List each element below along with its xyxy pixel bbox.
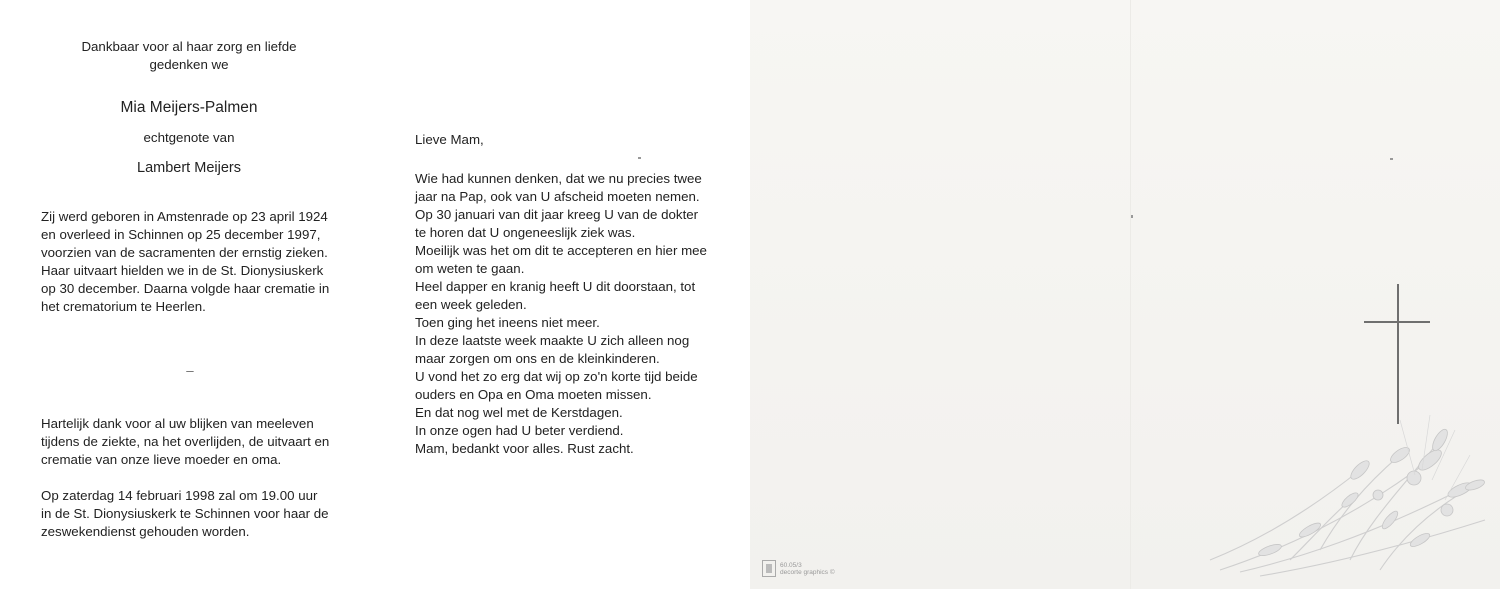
print-speck <box>638 157 641 159</box>
letter-line: maar zorgen om ons en de kleinkinderen. <box>415 351 660 366</box>
flower-illustration-icon <box>1200 400 1490 580</box>
biography-line: Haar uitvaart hielden we in de St. Dionysiuskerk <box>41 263 324 278</box>
section-separator: – <box>186 363 194 378</box>
letter-line: En dat nog wel met de Kerstdagen. <box>415 405 623 420</box>
letter-line: Mam, bedankt voor alles. Rust zacht. <box>415 441 634 456</box>
letter-line: In deze laatste week maakte U zich alleen nog <box>415 333 690 348</box>
biography-line: Zij werd geboren in Amstenrade op 23 april 1924 <box>41 209 328 224</box>
letter-line: om weten te gaan. <box>415 261 525 276</box>
intro-line-1: Dankbaar voor al haar zorg en liefde <box>81 39 297 54</box>
letter-line: Op 30 januari van dit jaar kreeg U van de dokter <box>415 207 699 222</box>
service-line: Op zaterdag 14 februari 1998 zal om 19.00 uur <box>41 488 318 503</box>
letter-line: Moeilijk was het om dit te accepteren en hier mee <box>415 243 707 258</box>
letter-line: Wie had kunnen denken, dat we nu precies twee <box>415 171 702 186</box>
relation-label: echtgenote van <box>143 130 235 145</box>
printer-mark <box>780 562 835 576</box>
letter-line: Toen ging het ineens niet meer. <box>415 315 600 330</box>
deceased-name: Mia Meijers-Palmen <box>120 99 258 116</box>
letter-line: ouders en Opa en Oma moeten missen. <box>415 387 652 402</box>
printer-code: 60.05/3 <box>780 562 802 569</box>
biography-line: op 30 december. Daarna volgde haar crematie in <box>41 281 330 296</box>
thanks-line: crematie van onze lieve moeder en oma. <box>41 452 282 467</box>
thanks-block <box>41 415 361 469</box>
letter-salutation: Lieve Mam, <box>415 132 484 147</box>
letter-line: U vond het zo erg dat wij op zo'n korte tijd beide <box>415 369 698 384</box>
service-line: zeswekendienst gehouden worden. <box>41 524 250 539</box>
biography-line: voorzien van de sacramenten der ernstig zieken. <box>41 245 328 260</box>
service-block <box>41 487 361 541</box>
cover-fold-line <box>1130 0 1131 589</box>
cross-icon-bar <box>1364 321 1430 323</box>
thanks-line: tijdens de ziekte, na het overlijden, de uitvaart en <box>41 434 330 449</box>
service-line: in de St. Dionysiuskerk te Schinnen voor haar de <box>41 506 329 521</box>
letter-line: Heel dapper en kranig heeft U dit doorstaan, tot <box>415 279 696 294</box>
spouse-name: Lambert Meijers <box>137 160 241 176</box>
letter-body <box>415 170 745 458</box>
biography-block <box>41 208 361 316</box>
letter-line: een week geleden. <box>415 297 527 312</box>
letter-line: In onze ogen had U beter verdiend. <box>415 423 624 438</box>
print-speck <box>1131 215 1133 218</box>
biography-line: het crematorium te Heerlen. <box>41 299 206 314</box>
letter-line: te horen dat U ongeneeslijk ziek was. <box>415 225 636 240</box>
intro-line-2: gedenken we <box>149 57 229 72</box>
letter-line: jaar na Pap, ook van U afscheid moeten nemen. <box>415 189 700 204</box>
printer-brand: decorte graphics © <box>780 569 835 576</box>
printer-logo-icon <box>762 560 776 577</box>
biography-line: en overleed in Schinnen op 25 december 1997, <box>41 227 321 242</box>
print-speck <box>1390 158 1393 160</box>
thanks-line: Hartelijk dank voor al uw blijken van meeleven <box>41 416 314 431</box>
